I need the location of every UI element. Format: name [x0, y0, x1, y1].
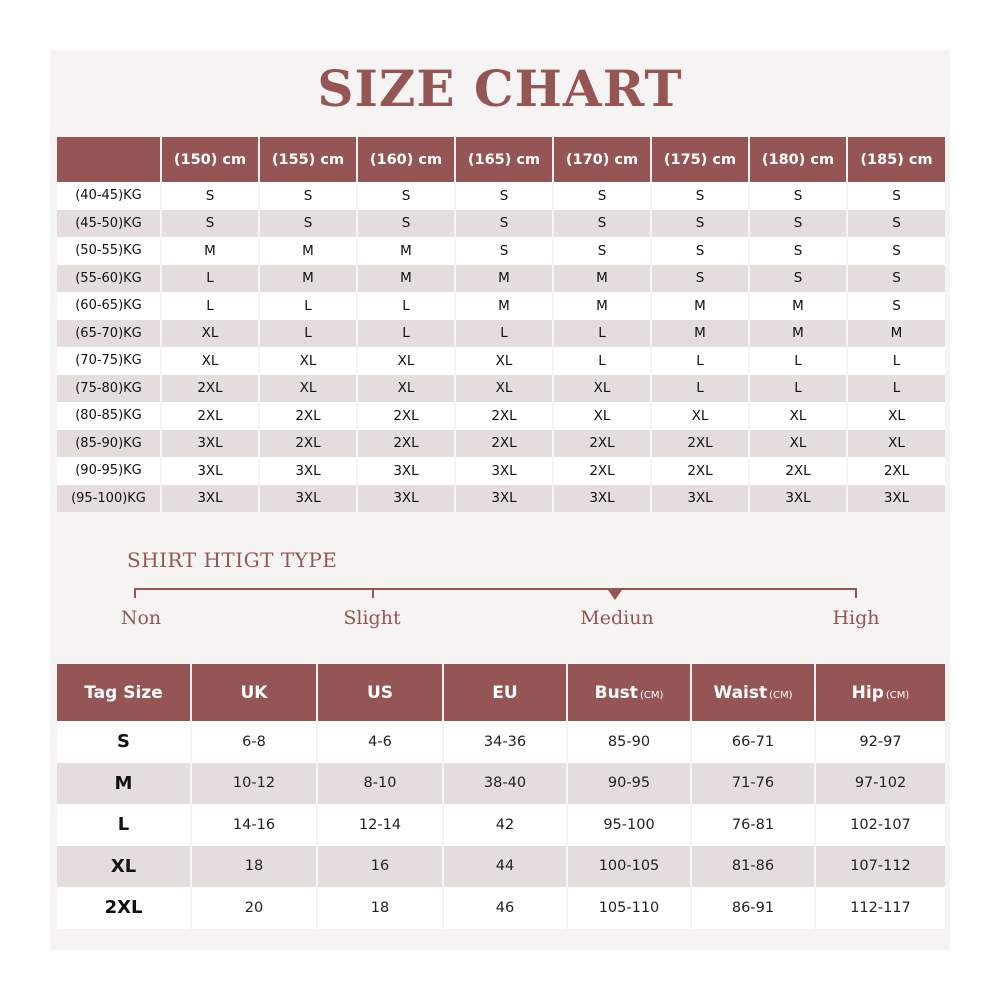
size-cell: M — [357, 265, 455, 293]
size-cell: XL — [161, 320, 259, 348]
size-cell: 2XL — [651, 430, 749, 458]
size-cell: L — [553, 347, 651, 375]
size-row — [57, 430, 945, 458]
size-cell: 3XL — [553, 485, 651, 513]
size-cell: 2XL — [553, 430, 651, 458]
size-cell: 3XL — [161, 430, 259, 458]
col-header-hip: Hip (CM) — [815, 664, 945, 721]
size-row — [57, 210, 945, 238]
size-cell: XL — [455, 347, 553, 375]
height-header: (160) cm — [357, 137, 455, 182]
weight-label: (80-85)KG — [57, 402, 161, 430]
weight-label: (40-45)KG — [57, 182, 161, 210]
fit-tick-slight — [372, 588, 374, 598]
weight-label: (90-95)KG — [57, 457, 161, 485]
size-cell: M — [455, 292, 553, 320]
size-cell: XL — [161, 347, 259, 375]
size-row — [57, 375, 945, 403]
size-cell: L — [651, 375, 749, 403]
measurement-cell: 107-112 — [815, 846, 945, 888]
measurement-cell: 100-105 — [567, 846, 691, 888]
tag-size-cell: L — [57, 804, 191, 846]
size-row — [57, 182, 945, 210]
measurement-cell: 18 — [191, 846, 317, 888]
size-cell: 2XL — [161, 375, 259, 403]
unit-label: (CM) — [769, 689, 793, 701]
size-cell: S — [161, 182, 259, 210]
fit-selected-marker-icon — [608, 590, 622, 600]
measurement-cell: 112-117 — [815, 887, 945, 929]
weight-label: (70-75)KG — [57, 347, 161, 375]
measurement-cell: 90-95 — [567, 763, 691, 805]
size-cell: M — [847, 320, 945, 348]
measurement-cell: 42 — [443, 804, 567, 846]
size-cell: L — [357, 292, 455, 320]
size-cell: XL — [455, 375, 553, 403]
size-cell: M — [553, 292, 651, 320]
height-header: (155) cm — [259, 137, 357, 182]
size-cell: XL — [749, 402, 847, 430]
tag-size-cell: 2XL — [57, 887, 191, 929]
fit-label-slight: Slight — [343, 607, 401, 629]
conversion-row — [57, 887, 945, 929]
size-cell: L — [847, 375, 945, 403]
size-cell: L — [259, 320, 357, 348]
weight-label: (60-65)KG — [57, 292, 161, 320]
size-cell: M — [259, 237, 357, 265]
size-cell: 3XL — [161, 485, 259, 513]
size-cell: 3XL — [259, 485, 357, 513]
size-cell: 3XL — [161, 457, 259, 485]
size-grid — [57, 137, 945, 512]
size-cell: 3XL — [455, 485, 553, 513]
col-header-bust: Bust (CM) — [567, 664, 691, 721]
measurement-cell: 95-100 — [567, 804, 691, 846]
size-cell: S — [749, 182, 847, 210]
fit-scale-line — [134, 588, 857, 590]
measurement-cell: 44 — [443, 846, 567, 888]
measurement-cell: 6-8 — [191, 721, 317, 763]
size-cell: 3XL — [847, 485, 945, 513]
size-cell: S — [161, 210, 259, 238]
weight-label: (65-70)KG — [57, 320, 161, 348]
size-cell: S — [749, 210, 847, 238]
height-header: (150) cm — [161, 137, 259, 182]
size-cell: XL — [357, 347, 455, 375]
fit-label-high: High — [832, 607, 880, 629]
size-cell: L — [259, 292, 357, 320]
size-row — [57, 457, 945, 485]
size-cell: XL — [357, 375, 455, 403]
size-row — [57, 347, 945, 375]
size-cell: L — [161, 292, 259, 320]
size-row — [57, 265, 945, 293]
size-cell: 3XL — [455, 457, 553, 485]
measurement-cell: 92-97 — [815, 721, 945, 763]
size-cell: S — [749, 237, 847, 265]
size-cell: L — [455, 320, 553, 348]
size-cell: S — [455, 210, 553, 238]
size-cell: M — [651, 292, 749, 320]
size-row — [57, 320, 945, 348]
measurement-cell: 34-36 — [443, 721, 567, 763]
weight-label: (50-55)KG — [57, 237, 161, 265]
size-row — [57, 485, 945, 513]
size-cell: 2XL — [651, 457, 749, 485]
measurement-cell: 85-90 — [567, 721, 691, 763]
size-cell: 3XL — [651, 485, 749, 513]
size-cell: 2XL — [259, 430, 357, 458]
size-cell: S — [651, 210, 749, 238]
height-header-row — [57, 137, 945, 182]
size-cell: S — [259, 210, 357, 238]
size-cell: XL — [651, 402, 749, 430]
height-header: (185) cm — [847, 137, 945, 182]
measurement-cell: 97-102 — [815, 763, 945, 805]
size-cell: S — [749, 265, 847, 293]
size-cell: M — [455, 265, 553, 293]
size-conversion-table — [57, 664, 945, 929]
size-cell: 2XL — [455, 430, 553, 458]
size-cell: S — [847, 292, 945, 320]
size-cell: M — [749, 320, 847, 348]
height-header: (165) cm — [455, 137, 553, 182]
tag-size-cell: S — [57, 721, 191, 763]
size-cell: M — [357, 237, 455, 265]
corner-cell — [57, 137, 161, 182]
col-header-waist: Waist (CM) — [691, 664, 815, 721]
size-cell: 3XL — [357, 457, 455, 485]
col-header-eu: EU — [443, 664, 567, 721]
fit-tick-non — [134, 588, 136, 598]
size-cell: 2XL — [749, 457, 847, 485]
size-cell: S — [847, 210, 945, 238]
size-row — [57, 402, 945, 430]
height-header: (180) cm — [749, 137, 847, 182]
conversion-row — [57, 846, 945, 888]
size-cell: S — [455, 182, 553, 210]
size-cell: S — [553, 182, 651, 210]
measurement-cell: 86-91 — [691, 887, 815, 929]
weight-label: (85-90)KG — [57, 430, 161, 458]
measurement-cell: 4-6 — [317, 721, 443, 763]
size-cell: L — [749, 375, 847, 403]
measurement-cell: 12-14 — [317, 804, 443, 846]
fit-tick-high — [855, 588, 857, 598]
size-cell: 2XL — [357, 430, 455, 458]
size-cell: S — [651, 237, 749, 265]
measurement-cell: 81-86 — [691, 846, 815, 888]
measurement-cell: 71-76 — [691, 763, 815, 805]
size-cell: L — [161, 265, 259, 293]
size-cell: L — [357, 320, 455, 348]
size-cell: XL — [847, 430, 945, 458]
size-cell: S — [847, 182, 945, 210]
size-cell: L — [749, 347, 847, 375]
height-header: (170) cm — [553, 137, 651, 182]
size-cell: M — [161, 237, 259, 265]
size-cell: M — [553, 265, 651, 293]
measurement-cell: 16 — [317, 846, 443, 888]
size-cell: 3XL — [749, 485, 847, 513]
size-cell: S — [357, 182, 455, 210]
size-cell: XL — [553, 402, 651, 430]
size-cell: XL — [259, 375, 357, 403]
size-cell: 2XL — [847, 457, 945, 485]
size-cell: 3XL — [259, 457, 357, 485]
size-cell: S — [847, 265, 945, 293]
weight-label: (55-60)KG — [57, 265, 161, 293]
size-cell: 3XL — [357, 485, 455, 513]
size-cell: XL — [553, 375, 651, 403]
size-cell: S — [651, 265, 749, 293]
tag-size-cell: XL — [57, 846, 191, 888]
size-cell: 2XL — [357, 402, 455, 430]
measurement-cell: 76-81 — [691, 804, 815, 846]
conversion-row — [57, 721, 945, 763]
size-cell: 2XL — [259, 402, 357, 430]
size-cell: M — [749, 292, 847, 320]
size-cell: S — [455, 237, 553, 265]
measurement-cell: 20 — [191, 887, 317, 929]
weight-label: (95-100)KG — [57, 485, 161, 513]
unit-label: (CM) — [885, 689, 910, 701]
size-cell: S — [553, 237, 651, 265]
size-cell: S — [847, 237, 945, 265]
size-cell: L — [651, 347, 749, 375]
col-header-uk: UK — [191, 664, 317, 721]
measurement-cell: 10-12 — [191, 763, 317, 805]
size-cell: L — [847, 347, 945, 375]
measurement-cell: 18 — [317, 887, 443, 929]
size-cell: 2XL — [161, 402, 259, 430]
tag-size-cell: M — [57, 763, 191, 805]
size-cell: S — [357, 210, 455, 238]
size-cell: 2XL — [455, 402, 553, 430]
weight-label: (45-50)KG — [57, 210, 161, 238]
measurement-cell: 66-71 — [691, 721, 815, 763]
measurement-cell: 46 — [443, 887, 567, 929]
size-cell: XL — [847, 402, 945, 430]
conversion-header-row — [57, 664, 945, 721]
unit-label: (CM) — [639, 689, 664, 701]
measurement-cell: 8-10 — [317, 763, 443, 805]
size-cell: L — [553, 320, 651, 348]
size-cell: S — [553, 210, 651, 238]
size-cell: XL — [259, 347, 357, 375]
col-header-us: US — [317, 664, 443, 721]
size-cell: M — [259, 265, 357, 293]
size-row — [57, 237, 945, 265]
fit-label-non: Non — [120, 607, 162, 629]
measurement-cell: 105-110 — [567, 887, 691, 929]
size-cell: M — [651, 320, 749, 348]
height-header: (175) cm — [651, 137, 749, 182]
conversion-row — [57, 804, 945, 846]
measurement-cell: 38-40 — [443, 763, 567, 805]
size-cell: S — [651, 182, 749, 210]
weight-label: (75-80)KG — [57, 375, 161, 403]
col-header-tag-size: Tag Size — [57, 664, 191, 721]
fit-label-medium: Mediun — [580, 607, 654, 629]
conversion-row — [57, 763, 945, 805]
fit-type-title: SHIRT HTIGT TYPE — [127, 548, 338, 572]
measurement-cell: 102-107 — [815, 804, 945, 846]
measurement-cell: 14-16 — [191, 804, 317, 846]
size-cell: XL — [749, 430, 847, 458]
size-cell: 2XL — [553, 457, 651, 485]
size-row — [57, 292, 945, 320]
size-cell: S — [259, 182, 357, 210]
page-title: SIZE CHART — [317, 59, 683, 118]
